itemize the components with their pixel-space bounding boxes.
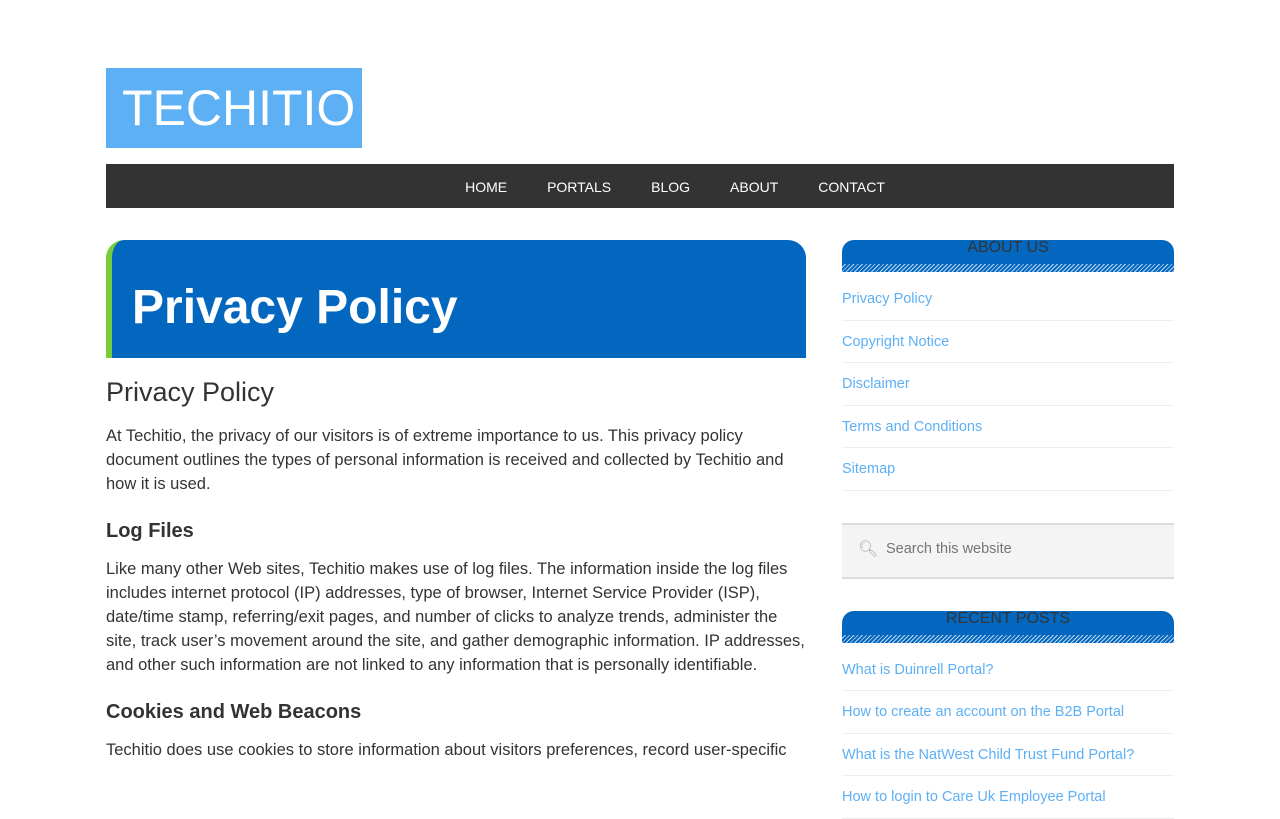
page-banner [106, 240, 806, 358]
section-heading: Cookies and Web Beacons [106, 701, 362, 723]
intro-paragraph: At Techitio, the privacy of our visitors is of extreme importance to us. This privacy policy document outlines the types of personal information is received and collected by Techitio and how it is used. [106, 427, 784, 493]
recent-post-link[interactable]: How to login to Care Uk Employee Portal [842, 776, 1174, 819]
about-links [842, 278, 1174, 491]
site-logo[interactable]: TECHITIO [106, 68, 362, 148]
link-terms[interactable]: Terms and Conditions [842, 406, 1174, 449]
nav-portals[interactable]: PORTALS [547, 179, 612, 195]
recent-post-link[interactable]: What is Duinrell Portal? [842, 649, 1174, 692]
main-nav [106, 164, 1174, 208]
section-paragraph: Techitio does use cookies to store information about visitors preferences, record user-specific [106, 741, 787, 759]
nav-contact[interactable]: CONTACT [818, 179, 885, 195]
main-content [106, 240, 806, 762]
search-icon[interactable]: 🔍︎ [858, 540, 879, 558]
section-paragraph: Like many other Web sites, Techitio makes use of log files. The information inside the log files includes internet protocol (IP) addresses, type of browser, Internet Service Provider (ISP), date/time stamp, referring/exit pages, and number of clicks to analyze trends, administer the site, track user’s movement around the site, and gather demographic information. IP addresses, and other such information are not linked to any information that is personally identifiable. [106, 560, 805, 674]
widget-title-recent: RECENT POSTS [842, 611, 1174, 643]
link-copyright-notice[interactable]: Copyright Notice [842, 321, 1174, 364]
content-heading: Privacy Policy [106, 377, 275, 407]
nav-home[interactable]: HOME [465, 179, 508, 195]
search-box [842, 523, 1174, 579]
widget-title-about: ABOUT US [842, 240, 1174, 272]
nav-blog[interactable]: BLOG [651, 179, 691, 195]
nav-about[interactable]: ABOUT [730, 179, 779, 195]
page-title: Privacy Policy [132, 281, 458, 334]
section-heading: Log Files [106, 520, 194, 542]
recent-post-link[interactable]: How to create an account on the B2B Portal [842, 691, 1174, 734]
recent-post-link[interactable]: What is the NatWest Child Trust Fund Portal? [842, 734, 1174, 777]
sidebar [842, 240, 1174, 819]
recent-posts [842, 649, 1174, 819]
search-input[interactable] [886, 541, 1146, 557]
link-disclaimer[interactable]: Disclaimer [842, 363, 1174, 406]
link-privacy-policy[interactable]: Privacy Policy [842, 278, 1174, 321]
link-sitemap[interactable]: Sitemap [842, 448, 1174, 491]
